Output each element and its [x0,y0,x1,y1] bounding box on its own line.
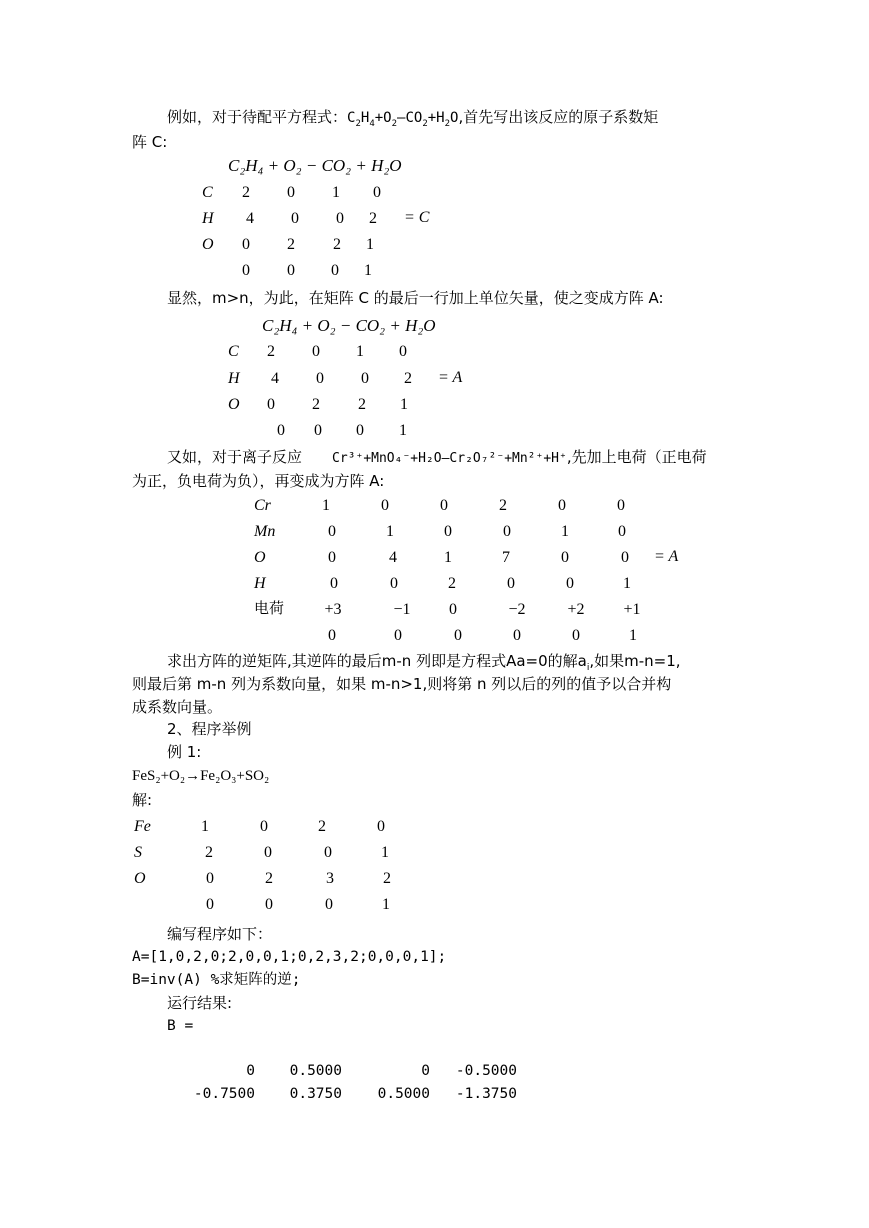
para1-line1 [167,108,659,129]
matrix-fe-cell: 0 [265,896,273,913]
code-line-2: B=inv(A) %求矩阵的逆; [132,972,301,988]
matrix-ion-cell: 0 [558,497,566,514]
matrix-a-cell: 0 [267,396,275,413]
matrix-ion-cell: 0 [618,523,626,540]
matrix-c-cell: 1 [332,184,340,201]
matrix-fe-cell: 2 [265,870,273,887]
matrix-fe-cell: 0 [324,844,332,861]
matrix-a-cell: 4 [271,370,279,387]
matrix-ion-label: 电荷 [254,599,285,617]
matrix-fe-cell: 2 [205,844,213,861]
para1-equation: $C_2H_4+O_2—CO_2+H_2O$ [347,110,459,129]
matrix-ion-cell: 0 [621,549,629,566]
matrix-ion-cell: −2 [508,601,526,618]
matrix-c-cell: 0 [336,210,344,227]
matrix-ion-cell: 0 [561,549,569,566]
matrix-a-label: C [228,343,239,360]
matrix-ion-cell: 1 [561,523,569,540]
program-intro: 编写程序如下： [167,925,273,943]
matrix-ion-cell: 0 [390,575,398,592]
section-heading: 2、程序举例 [167,720,252,738]
matrix-ion-cell: 0 [330,575,338,592]
matrix-a-cell: 0 [399,343,407,360]
para3-line2: 为正，负电荷为负），再变成为方阵 A: [132,472,385,490]
matrix-c-cell: 4 [246,210,254,227]
matrix-ion-cell: 0 [507,575,515,592]
matrix-ion-cell: 0 [513,627,521,644]
matrix-ion-cell: +2 [567,601,585,618]
matrix-fe-cell: 1 [201,818,209,835]
matrix-fe-cell: 0 [260,818,268,835]
result-cell: 0 [246,1063,255,1079]
result-label: 运行结果: [167,994,233,1012]
result-cell: 0 [421,1063,430,1079]
matrix-a-cell: 1 [356,343,364,360]
matrix-a-header: C₂H₄ + O₂ − CO₂ + H₂O [262,316,436,335]
para2: 显然，m>n，为此，在矩阵 C 的最后一行加上单位矢量，使之变成方阵 A: [167,289,664,307]
matrix-a-cell: 0 [312,343,320,360]
matrix-a-cell: 0 [356,422,364,439]
result-cell: 0.3750 [289,1086,342,1102]
matrix-c-label: H [202,210,214,227]
matrix-fe-label: S [134,844,142,861]
matrix-a-cell: 1 [399,422,407,439]
matrix-c-cell: 0 [242,236,250,253]
matrix-a-cell: 2 [358,396,366,413]
matrix-ion-cell: +1 [623,601,641,618]
para4-line1: 求出方阵的逆矩阵,其逆阵的最后m-n 列即是方程式Aa=0的解$a_i$,如果m-n=1, [167,652,681,673]
matrix-ion-equals: = A [654,548,679,565]
matrix-fe-cell: 0 [206,896,214,913]
matrix-ion-label: O [254,549,266,566]
matrix-c-cell: 1 [366,236,374,253]
result-cell: -0.5000 [455,1063,517,1079]
matrix-c-cell: 0 [287,184,295,201]
matrix-fe-label: O [134,870,146,887]
matrix-ion-cell: −1 [393,601,411,618]
matrix-ion-cell: 0 [440,497,448,514]
solution-label: 解: [132,791,153,809]
result-var: B = [167,1018,194,1034]
result-cell: -1.3750 [455,1086,517,1102]
matrix-c-cell: 0 [242,262,250,279]
result-cell: -0.7500 [193,1086,255,1102]
matrix-c-cell: 0 [287,262,295,279]
matrix-ion-cell: 0 [566,575,574,592]
matrix-ion-cell: 0 [454,627,462,644]
matrix-ion-cell: 0 [328,627,336,644]
matrix-ion-cell: 0 [617,497,625,514]
matrix-ion-cell: 1 [623,575,631,592]
result-cell: 0.5000 [289,1063,342,1079]
matrix-fe-cell: 0 [325,896,333,913]
matrix-ion-cell: 1 [322,497,330,514]
matrix-a-label: H [228,370,240,387]
para1-line2: 阵 C: [132,133,168,151]
para3-equation: Cr³⁺+MnO₄⁻+H₂O—Cr₂O₇²⁻+Mn²⁺+H⁺ [332,451,567,466]
matrix-ion-cell: 0 [328,523,336,540]
matrix-a-cell: 1 [400,396,408,413]
matrix-a-equals: = A [438,369,463,386]
matrix-ion-cell: 0 [328,549,336,566]
matrix-c-cell: 2 [242,184,250,201]
matrix-c-cell: 0 [373,184,381,201]
matrix-ion-cell: 0 [444,523,452,540]
para3-suffix: ,先加上电荷（正电荷 [566,448,707,466]
matrix-fe-cell: 3 [326,870,334,887]
reaction-equation: FeS₂+O₂→Fe₂O₃+SO₂ [132,768,270,784]
matrix-ion-cell: 1 [386,523,394,540]
matrix-ion-label: Cr [254,497,271,514]
matrix-fe-cell: 0 [377,818,385,835]
result-cell: 0.5000 [377,1086,430,1102]
matrix-ion-cell: 1 [629,627,637,644]
matrix-ion-cell: +3 [324,601,342,618]
matrix-ion-cell: 0 [572,627,580,644]
matrix-fe-cell: 2 [383,870,391,887]
matrix-a-cell: 0 [361,370,369,387]
para4-line3: 成系数向量。 [132,698,223,716]
matrix-ion-cell: 0 [381,497,389,514]
para4-line2: 则最后第 m-n 列为系数向量，如果 m-n>1,则将第 n 列以后的列的值予以合并构 [132,675,672,693]
matrix-c-cell: 1 [364,262,372,279]
matrix-a-cell: 2 [404,370,412,387]
matrix-a-cell: 2 [312,396,320,413]
matrix-c-label: C [202,184,213,201]
para3-line1 [167,450,707,465]
matrix-c-header: C₂H₄ + O₂ − CO₂ + H₂O [228,156,402,175]
para3-prefix: 又如，对于离子反应 [167,448,303,466]
matrix-ion-cell: 1 [444,549,452,566]
matrix-ion-cell: 4 [389,549,397,566]
matrix-ion-cell: 0 [503,523,511,540]
matrix-fe-cell: 1 [382,896,390,913]
matrix-fe-cell: 1 [381,844,389,861]
matrix-ion-cell: 2 [448,575,456,592]
matrix-ion-cell: 7 [502,549,510,566]
matrix-a-cell: 0 [277,422,285,439]
matrix-fe-cell: 0 [206,870,214,887]
example-label: 例 1: [167,743,202,761]
matrix-ion-cell: 2 [499,497,507,514]
para1-suffix: ,首先写出该反应的原子系数矩 [458,108,659,126]
matrix-ion-label: Mn [254,523,276,540]
matrix-fe-cell: 0 [264,844,272,861]
para1-prefix: 例如，对于待配平方程式： [167,108,348,126]
matrix-c-cell: 0 [331,262,339,279]
code-line-1: A=[1,0,2,0;2,0,0,1;0,2,3,2;0,0,0,1]; [132,949,447,965]
matrix-c-equals: = C [404,209,430,226]
matrix-c-cell: 2 [369,210,377,227]
matrix-a-cell: 2 [267,343,275,360]
matrix-c-cell: 0 [291,210,299,227]
matrix-c-label: O [202,236,214,253]
matrix-c-cell: 2 [333,236,341,253]
matrix-ion-cell: 0 [394,627,402,644]
matrix-fe-label: Fe [134,818,151,835]
matrix-a-cell: 0 [316,370,324,387]
matrix-ion-cell: 0 [449,601,457,618]
matrix-a-label: O [228,396,240,413]
matrix-ion-label: H [254,575,266,592]
matrix-a-cell: 0 [314,422,322,439]
matrix-c-cell: 2 [287,236,295,253]
matrix-fe-cell: 2 [318,818,326,835]
